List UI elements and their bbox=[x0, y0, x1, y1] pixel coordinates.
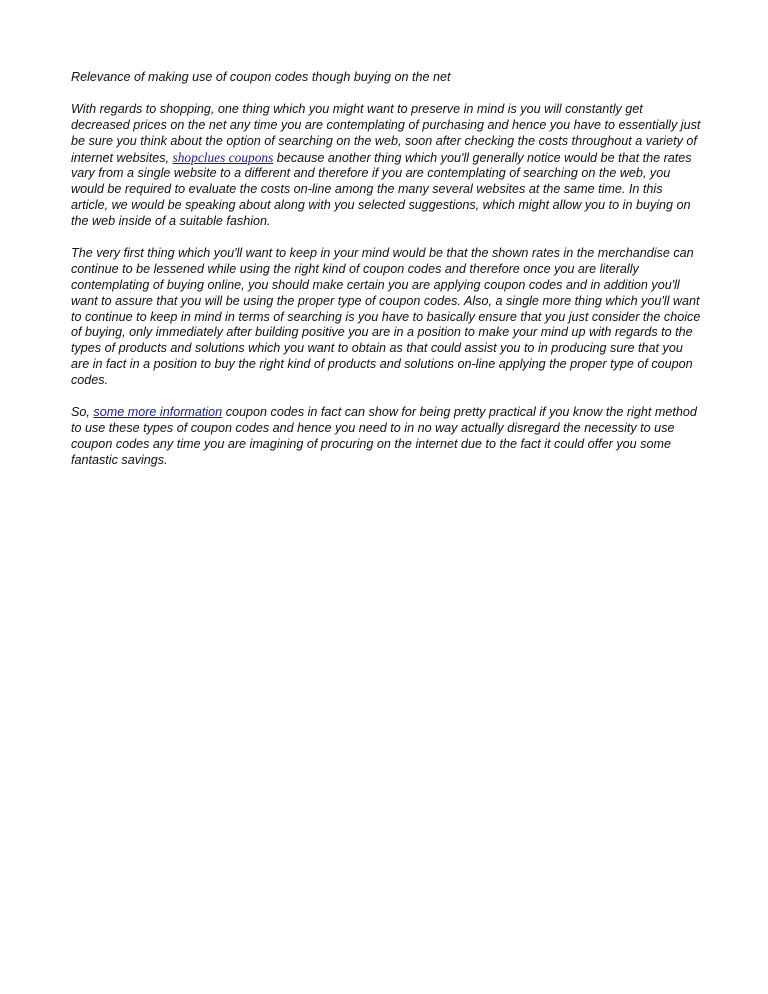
paragraph-2: The very first thing which you'll want to keep in your mind would be that the shown rates in the merchandise can continue to be lessened while using the right kind of coupon codes and therefore once you are literally contemplating of buying online, you should make certain you are applying coupon codes and in addition you'll want to assure that you will be using the proper type of coupon codes. Also, a single more thing which you'll want to continue to keep in mind in terms of searching is you have to basically ensure that you just consider the choice of buying, only immediately after building positive you are in a position to make your mind up with regards to the types of products and solutions which you want to obtain as that could assist you to in producing sure that you are in fact in a position to buy the right kind of products and solutions on-line applying the proper type of coupon codes. bbox=[71, 245, 701, 388]
paragraph-1-text-end: because another thing which you'll generally notice would be that the rates vary from a single website to a different and therefore if you are contemplating of searching on the web, you would be required to evaluate the costs on-line among the many several websites at the same time. In this article, we would be speaking about along with you selected suggestions, which might allow you to in buying on the web inside of a suitable fashion. bbox=[71, 150, 692, 229]
paragraph-3-text-end: coupon codes in fact can show for being pretty practical if you know the right method to use these types of coupon codes and hence you need to in no way actually disregard the necessity to use coupon codes any time you are imagining of procuring on the internet due to the fact it could offer you some fantastic savings. bbox=[71, 404, 697, 467]
paragraph-1-text-start: With regards to shopping, one thing which you might want to preserve in mind is you will constantly get decreased prices on the net any time you are contemplating of purchasing and hence you have to essentially just be sure you think about the option of searching on the web, soon after checking the costs throughout a variety of internet websites, bbox=[71, 101, 701, 165]
document-body bbox=[71, 70, 701, 485]
more-information-link[interactable]: some more information bbox=[93, 404, 223, 419]
paragraph-1 bbox=[71, 102, 701, 230]
paragraph-3-text-start: So, bbox=[71, 404, 94, 419]
shopclues-coupons-link[interactable]: shopclues coupons bbox=[172, 149, 274, 165]
document-title: Relevance of making use of coupon codes though buying on the net bbox=[71, 70, 451, 84]
paragraph-3 bbox=[71, 405, 701, 469]
